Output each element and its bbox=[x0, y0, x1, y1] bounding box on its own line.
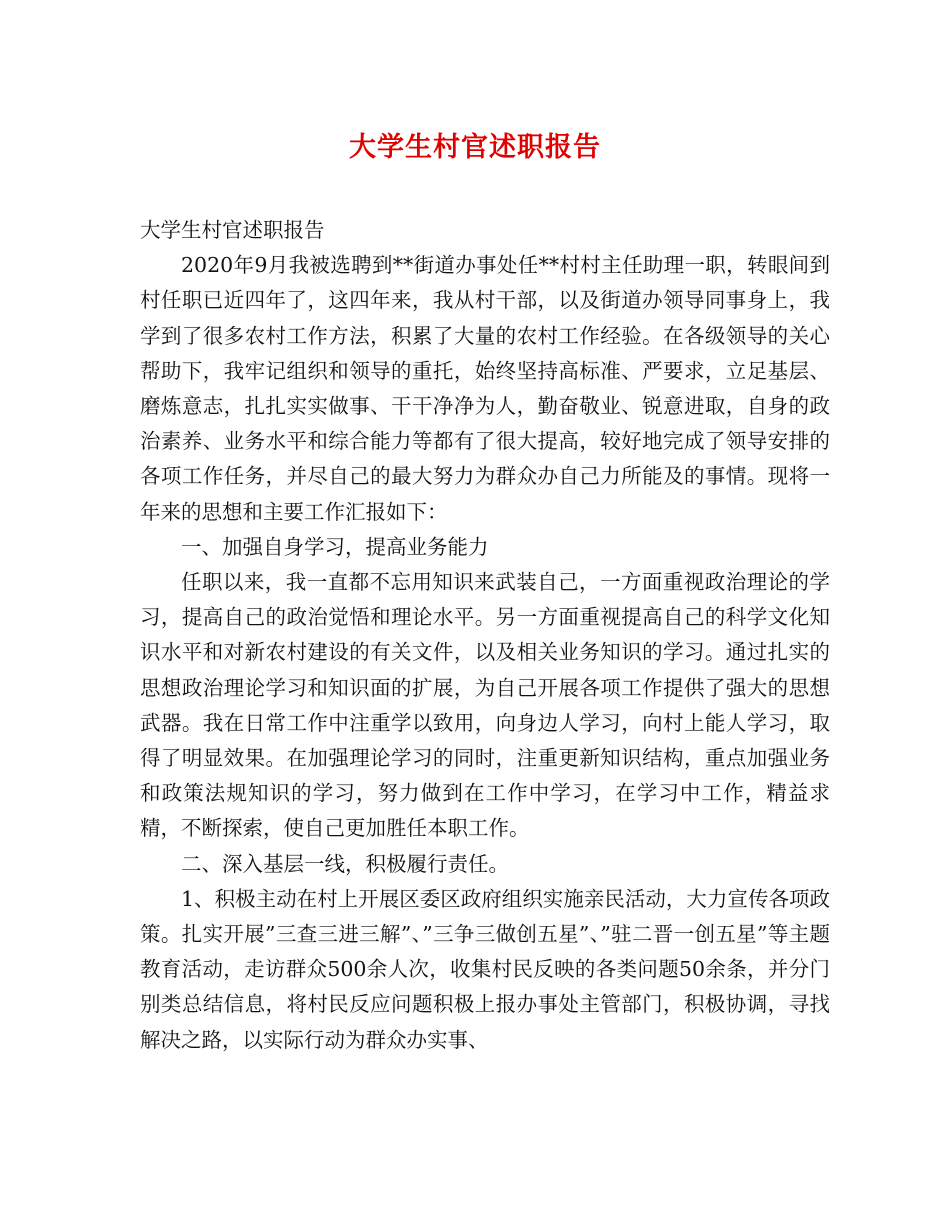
document-body bbox=[140, 213, 830, 1058]
document-subtitle: 大学生村官述职报告 bbox=[140, 218, 325, 242]
section-heading-2: 二、深入基层一线，积极履行责任。 bbox=[181, 851, 509, 876]
document-title: 大学生村官述职报告 bbox=[349, 132, 601, 163]
section-heading-1: 一、加强自身学习，提高业务能力 bbox=[181, 534, 489, 559]
paragraph-activities: 1、积极主动在村上开展区委区政府组织实施亲民活动，大力宣传各项政策。扎实开展”三查三进三解”、”三争三做创五星”、”驻二晋一创五星”等主题教育活动，走访群众500余人次，收集村民反映的各类问题50余条，并分门别类总结信息，将村民反应问题积极上报办事处主管部门，积极协调，寻找解决之路，以实际行动为群众办实事、 bbox=[140, 886, 830, 1052]
paragraph-intro: 2020年9月我被选聘到**街道办事处任**村村主任助理一职，转眼间到村任职已近四年了，这四年来，我从村干部，以及街道办领导同事身上，我学到了很多农村工作方法，积累了大量的农村工作经验。在各级领导的关心帮助下，我牢记组织和领导的重托，始终坚持高标准、严要求，立足基层、磨炼意志，扎扎实实做事、干干净净为人，勤奋敬业、锐意进取，自身的政治素养、业务水平和综合能力等都有了很大提高，较好地完成了领导安排的各项工作任务，并尽自己的最大努力为群众办自己力所能及的事情。现将一年来的思想和主要工作汇报如下： bbox=[140, 253, 830, 524]
paragraph-study: 任职以来，我一直都不忘用知识来武装自己，一方面重视政治理论的学习，提高自己的政治觉悟和理论水平。另一方面重视提高自己的科学文化知识水平和对新农村建设的有关文件，以及相关业务知识的学习。通过扎实的思想政治理论学习和知识面的扩展，为自己开展各项工作提供了强大的思想武器。我在日常工作中注重学以致用，向身边人学习，向村上能人学习，取得了明显效果。在加强理论学习的同时，注重更新知识结构，重点加强业务和政策法规知识的学习，努力做到在工作中学习，在学习中工作，精益求精，不断探索，使自己更加胜任本职工作。 bbox=[140, 570, 830, 841]
